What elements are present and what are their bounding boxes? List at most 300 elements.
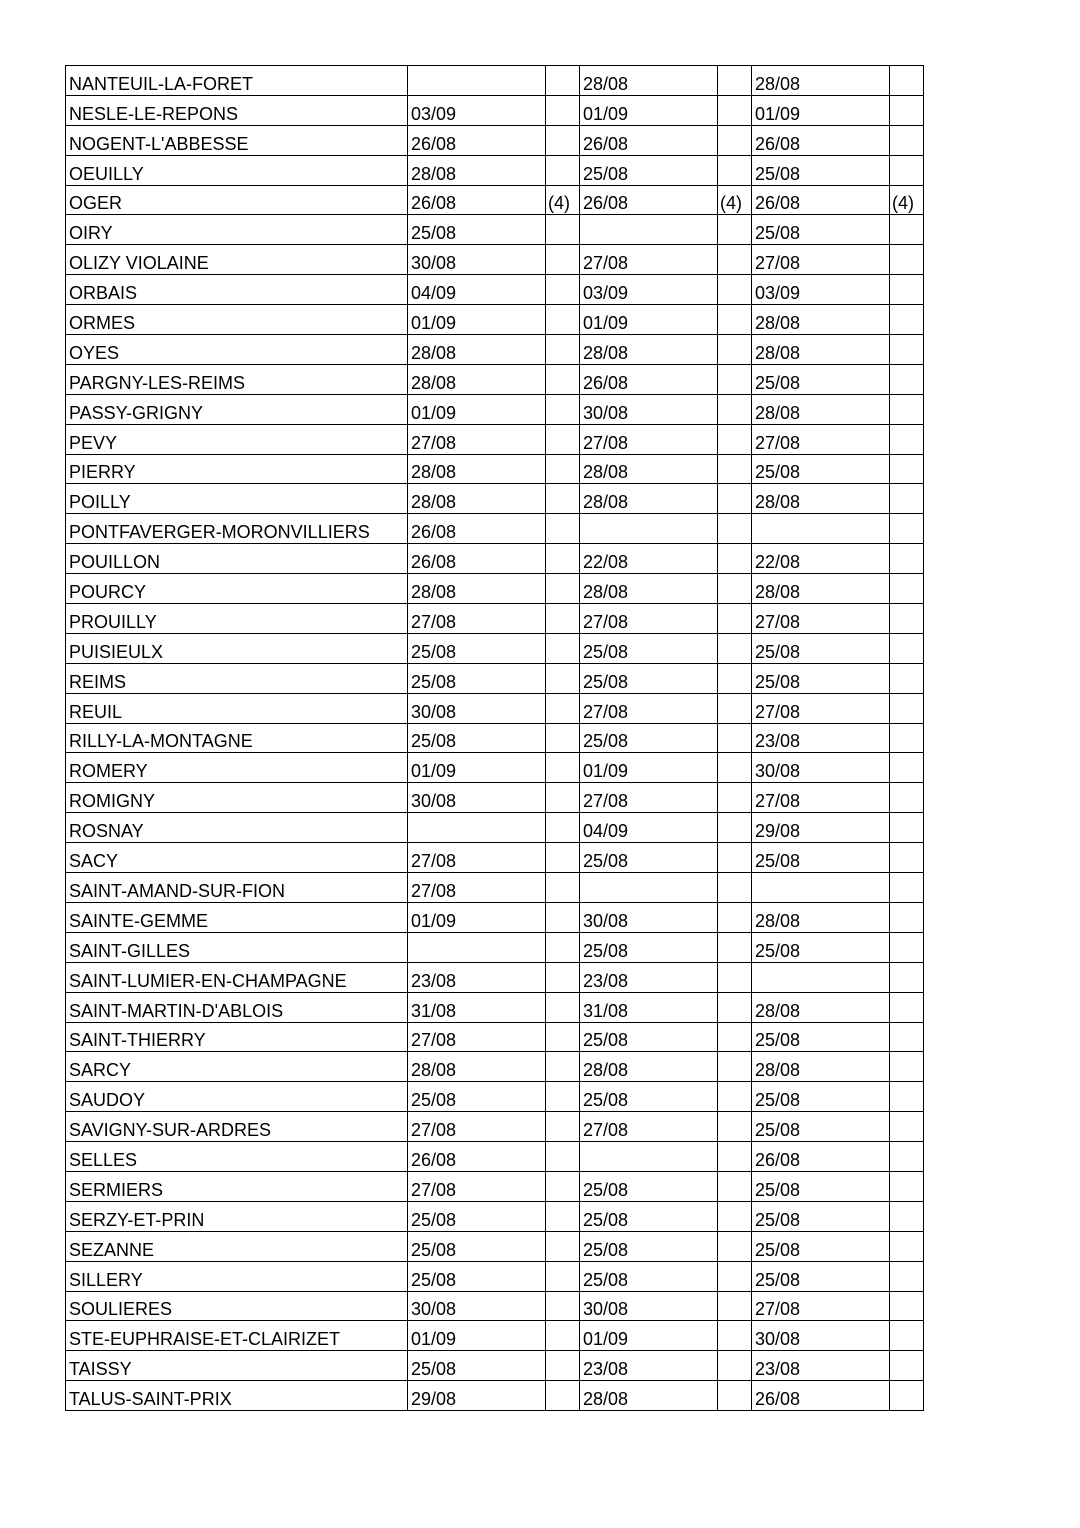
date-cell-col1: 01/09: [408, 305, 546, 335]
date-cell-col3: 23/08: [752, 1351, 890, 1381]
commune-name-cell: SAINT-AMAND-SUR-FION: [66, 873, 408, 903]
table-row: [66, 215, 924, 245]
note-cell-col3: [890, 604, 924, 634]
date-cell-col3: 23/08: [752, 723, 890, 753]
note-cell-col3: [890, 1321, 924, 1351]
note-cell-col3: [890, 514, 924, 544]
note-cell-col2: [718, 992, 752, 1022]
note-cell-col1: [546, 693, 580, 723]
table-row: [66, 873, 924, 903]
table-row: [66, 394, 924, 424]
table-row: [66, 1381, 924, 1411]
date-cell-col1: 30/08: [408, 693, 546, 723]
commune-name-cell: PUISIEULX: [66, 633, 408, 663]
note-cell-col1: [546, 574, 580, 604]
note-cell-col2: [718, 1231, 752, 1261]
commune-name-cell: NANTEUIL-LA-FORET: [66, 66, 408, 96]
note-cell-col2: [718, 514, 752, 544]
note-cell-col2: [718, 1261, 752, 1291]
table-row: [66, 962, 924, 992]
date-cell-col2: 25/08: [580, 155, 718, 185]
note-cell-col3: [890, 873, 924, 903]
date-cell-col1: 25/08: [408, 215, 546, 245]
note-cell-col3: [890, 1022, 924, 1052]
date-cell-col3: 01/09: [752, 95, 890, 125]
table-row: [66, 574, 924, 604]
date-cell-col2: 26/08: [580, 364, 718, 394]
commune-name-cell: OLIZY VIOLAINE: [66, 245, 408, 275]
note-cell-col3: [890, 335, 924, 365]
note-cell-col3: [890, 1082, 924, 1112]
date-cell-col3: 26/08: [752, 185, 890, 215]
date-cell-col2: 01/09: [580, 1321, 718, 1351]
date-cell-col2: 03/09: [580, 275, 718, 305]
table-row: [66, 335, 924, 365]
table-row: [66, 902, 924, 932]
note-cell-col1: [546, 873, 580, 903]
date-cell-col2: 23/08: [580, 1351, 718, 1381]
commune-name-cell: REUIL: [66, 693, 408, 723]
note-cell-col1: [546, 1201, 580, 1231]
table-row: [66, 424, 924, 454]
commune-name-cell: OIRY: [66, 215, 408, 245]
date-cell-col3: 25/08: [752, 1022, 890, 1052]
date-cell-col3: 28/08: [752, 992, 890, 1022]
note-cell-col1: [546, 1142, 580, 1172]
table-row: [66, 1201, 924, 1231]
note-cell-col2: [718, 1052, 752, 1082]
date-cell-col1: [408, 66, 546, 96]
date-cell-col1: 27/08: [408, 873, 546, 903]
note-cell-col3: [890, 394, 924, 424]
note-cell-col1: [546, 753, 580, 783]
note-cell-col1: [546, 424, 580, 454]
date-cell-col3: 25/08: [752, 454, 890, 484]
table-row: [66, 484, 924, 514]
note-cell-col3: [890, 1142, 924, 1172]
table-row: [66, 1261, 924, 1291]
note-cell-col1: [546, 1261, 580, 1291]
note-cell-col2: [718, 335, 752, 365]
table-row: [66, 544, 924, 574]
note-cell-col2: [718, 1291, 752, 1321]
note-cell-col2: [718, 753, 752, 783]
commune-name-cell: SERZY-ET-PRIN: [66, 1201, 408, 1231]
commune-name-cell: SERMIERS: [66, 1171, 408, 1201]
note-cell-col3: [890, 95, 924, 125]
date-cell-col1: 28/08: [408, 574, 546, 604]
date-cell-col1: 27/08: [408, 604, 546, 634]
note-cell-col3: [890, 215, 924, 245]
note-cell-col3: (4): [890, 185, 924, 215]
date-cell-col2: 30/08: [580, 902, 718, 932]
commune-name-cell: SEZANNE: [66, 1231, 408, 1261]
date-cell-col3: 28/08: [752, 1052, 890, 1082]
note-cell-col2: [718, 1171, 752, 1201]
commune-name-cell: SELLES: [66, 1142, 408, 1172]
date-cell-col1: 01/09: [408, 1321, 546, 1351]
commune-name-cell: POILLY: [66, 484, 408, 514]
commune-name-cell: SAVIGNY-SUR-ARDRES: [66, 1112, 408, 1142]
note-cell-col2: [718, 155, 752, 185]
date-cell-col1: 28/08: [408, 454, 546, 484]
note-cell-col1: [546, 66, 580, 96]
table-row: [66, 813, 924, 843]
date-cell-col1: [408, 932, 546, 962]
date-cell-col1: 04/09: [408, 275, 546, 305]
date-cell-col3: 25/08: [752, 364, 890, 394]
commune-name-cell: PARGNY-LES-REIMS: [66, 364, 408, 394]
note-cell-col3: [890, 1381, 924, 1411]
note-cell-col3: [890, 364, 924, 394]
table-row: [66, 1142, 924, 1172]
date-cell-col1: 28/08: [408, 364, 546, 394]
date-cell-col3: 27/08: [752, 1291, 890, 1321]
date-cell-col1: 26/08: [408, 185, 546, 215]
note-cell-col2: [718, 783, 752, 813]
note-cell-col2: [718, 424, 752, 454]
note-cell-col2: [718, 1022, 752, 1052]
commune-name-cell: POUILLON: [66, 544, 408, 574]
note-cell-col1: [546, 394, 580, 424]
table-row: [66, 693, 924, 723]
note-cell-col3: [890, 1112, 924, 1142]
date-cell-col3: 26/08: [752, 1142, 890, 1172]
date-cell-col1: 01/09: [408, 753, 546, 783]
date-cell-col2: 25/08: [580, 1082, 718, 1112]
note-cell-col3: [890, 723, 924, 753]
note-cell-col3: [890, 125, 924, 155]
date-cell-col1: 28/08: [408, 1052, 546, 1082]
date-cell-col2: [580, 514, 718, 544]
table-row: [66, 125, 924, 155]
note-cell-col3: [890, 843, 924, 873]
note-cell-col3: [890, 66, 924, 96]
commune-name-cell: POURCY: [66, 574, 408, 604]
date-cell-col3: 25/08: [752, 932, 890, 962]
date-cell-col1: 28/08: [408, 155, 546, 185]
table-row: [66, 753, 924, 783]
date-cell-col2: 28/08: [580, 484, 718, 514]
note-cell-col3: [890, 902, 924, 932]
table-row: [66, 1231, 924, 1261]
note-cell-col3: [890, 155, 924, 185]
date-cell-col1: 28/08: [408, 484, 546, 514]
date-cell-col3: 22/08: [752, 544, 890, 574]
commune-name-cell: ORMES: [66, 305, 408, 335]
date-cell-col2: 01/09: [580, 305, 718, 335]
note-cell-col3: [890, 305, 924, 335]
note-cell-col1: [546, 663, 580, 693]
date-cell-col1: [408, 813, 546, 843]
table-row: [66, 1291, 924, 1321]
date-cell-col2: 25/08: [580, 1201, 718, 1231]
date-cell-col1: 25/08: [408, 663, 546, 693]
note-cell-col1: [546, 335, 580, 365]
note-cell-col3: [890, 245, 924, 275]
date-cell-col2: 25/08: [580, 932, 718, 962]
commune-name-cell: ROSNAY: [66, 813, 408, 843]
date-cell-col3: 29/08: [752, 813, 890, 843]
commune-name-cell: NOGENT-L'ABBESSE: [66, 125, 408, 155]
note-cell-col2: [718, 1381, 752, 1411]
note-cell-col2: [718, 1351, 752, 1381]
date-cell-col3: 25/08: [752, 1201, 890, 1231]
note-cell-col1: [546, 1321, 580, 1351]
date-cell-col3: 25/08: [752, 215, 890, 245]
note-cell-col1: [546, 544, 580, 574]
date-cell-col1: 01/09: [408, 902, 546, 932]
commune-name-cell: SAINTE-GEMME: [66, 902, 408, 932]
note-cell-col1: [546, 1082, 580, 1112]
date-cell-col1: 25/08: [408, 1201, 546, 1231]
commune-name-cell: SOULIERES: [66, 1291, 408, 1321]
date-cell-col3: 27/08: [752, 693, 890, 723]
table-row: [66, 604, 924, 634]
note-cell-col2: [718, 962, 752, 992]
date-cell-col2: 25/08: [580, 633, 718, 663]
note-cell-col1: [546, 633, 580, 663]
note-cell-col3: [890, 783, 924, 813]
table-row: [66, 1022, 924, 1052]
table-row: [66, 245, 924, 275]
note-cell-col3: [890, 932, 924, 962]
commune-name-cell: SAINT-MARTIN-D'ABLOIS: [66, 992, 408, 1022]
date-cell-col2: 28/08: [580, 1052, 718, 1082]
commune-name-cell: TAISSY: [66, 1351, 408, 1381]
note-cell-col1: [546, 992, 580, 1022]
date-cell-col1: 27/08: [408, 1112, 546, 1142]
date-cell-col3: 25/08: [752, 843, 890, 873]
note-cell-col3: [890, 1261, 924, 1291]
note-cell-col2: [718, 693, 752, 723]
table-row: [66, 1082, 924, 1112]
date-cell-col3: [752, 962, 890, 992]
note-cell-col2: [718, 932, 752, 962]
note-cell-col1: [546, 305, 580, 335]
note-cell-col1: [546, 514, 580, 544]
date-cell-col2: 30/08: [580, 394, 718, 424]
date-cell-col1: 23/08: [408, 962, 546, 992]
note-cell-col2: [718, 66, 752, 96]
date-cell-col1: 25/08: [408, 723, 546, 753]
date-cell-col2: 28/08: [580, 454, 718, 484]
note-cell-col2: [718, 873, 752, 903]
date-cell-col2: 25/08: [580, 663, 718, 693]
note-cell-col3: [890, 1201, 924, 1231]
date-cell-col2: 23/08: [580, 962, 718, 992]
date-cell-col1: 26/08: [408, 514, 546, 544]
note-cell-col3: [890, 663, 924, 693]
date-cell-col3: 25/08: [752, 155, 890, 185]
date-cell-col2: 27/08: [580, 245, 718, 275]
note-cell-col2: [718, 574, 752, 604]
date-cell-col1: 30/08: [408, 1291, 546, 1321]
date-cell-col3: 25/08: [752, 1231, 890, 1261]
note-cell-col1: [546, 1022, 580, 1052]
note-cell-col2: [718, 902, 752, 932]
note-cell-col3: [890, 1231, 924, 1261]
date-cell-col2: 27/08: [580, 424, 718, 454]
date-cell-col3: 28/08: [752, 305, 890, 335]
note-cell-col1: [546, 155, 580, 185]
note-cell-col3: [890, 1052, 924, 1082]
note-cell-col3: [890, 484, 924, 514]
note-cell-col1: (4): [546, 185, 580, 215]
note-cell-col3: [890, 544, 924, 574]
date-cell-col3: 25/08: [752, 633, 890, 663]
note-cell-col1: [546, 813, 580, 843]
date-cell-col3: 28/08: [752, 484, 890, 514]
table-row: [66, 305, 924, 335]
note-cell-col1: [546, 125, 580, 155]
note-cell-col2: [718, 454, 752, 484]
date-cell-col3: 26/08: [752, 1381, 890, 1411]
note-cell-col2: [718, 663, 752, 693]
date-cell-col2: 27/08: [580, 604, 718, 634]
commune-name-cell: PONTFAVERGER-MORONVILLIERS: [66, 514, 408, 544]
note-cell-col3: [890, 424, 924, 454]
commune-name-cell: STE-EUPHRAISE-ET-CLAIRIZET: [66, 1321, 408, 1351]
commune-name-cell: TALUS-SAINT-PRIX: [66, 1381, 408, 1411]
date-cell-col3: 25/08: [752, 1261, 890, 1291]
commune-name-cell: OGER: [66, 185, 408, 215]
commune-name-cell: PEVY: [66, 424, 408, 454]
note-cell-col2: [718, 394, 752, 424]
date-cell-col2: 28/08: [580, 574, 718, 604]
note-cell-col1: [546, 1231, 580, 1261]
table-row: [66, 1171, 924, 1201]
date-cell-col2: 25/08: [580, 843, 718, 873]
date-cell-col2: 25/08: [580, 1261, 718, 1291]
note-cell-col1: [546, 723, 580, 753]
commune-name-cell: REIMS: [66, 663, 408, 693]
date-cell-col2: 25/08: [580, 1022, 718, 1052]
note-cell-col2: [718, 1201, 752, 1231]
note-cell-col1: [546, 95, 580, 125]
commune-name-cell: SAUDOY: [66, 1082, 408, 1112]
date-cell-col2: [580, 873, 718, 903]
date-cell-col3: 25/08: [752, 1082, 890, 1112]
date-cell-col2: 25/08: [580, 1231, 718, 1261]
note-cell-col3: [890, 633, 924, 663]
note-cell-col3: [890, 753, 924, 783]
date-cell-col2: 01/09: [580, 95, 718, 125]
date-cell-col2: 31/08: [580, 992, 718, 1022]
table-row: [66, 633, 924, 663]
note-cell-col1: [546, 902, 580, 932]
note-cell-col1: [546, 932, 580, 962]
date-cell-col1: 26/08: [408, 544, 546, 574]
note-cell-col2: [718, 544, 752, 574]
date-cell-col3: 28/08: [752, 574, 890, 604]
date-cell-col2: 30/08: [580, 1291, 718, 1321]
date-cell-col1: 25/08: [408, 1261, 546, 1291]
table-row: [66, 723, 924, 753]
date-cell-col1: 25/08: [408, 633, 546, 663]
date-cell-col2: [580, 215, 718, 245]
commune-dates-table: [65, 65, 924, 1411]
date-cell-col3: 27/08: [752, 424, 890, 454]
note-cell-col2: (4): [718, 185, 752, 215]
date-cell-col2: 25/08: [580, 1171, 718, 1201]
note-cell-col2: [718, 1082, 752, 1112]
note-cell-col1: [546, 1291, 580, 1321]
date-cell-col1: 27/08: [408, 843, 546, 873]
date-cell-col2: 27/08: [580, 783, 718, 813]
date-cell-col2: 01/09: [580, 753, 718, 783]
date-cell-col2: 22/08: [580, 544, 718, 574]
date-cell-col3: 26/08: [752, 125, 890, 155]
commune-name-cell: SARCY: [66, 1052, 408, 1082]
note-cell-col1: [546, 454, 580, 484]
commune-name-cell: OYES: [66, 335, 408, 365]
table-body: [66, 66, 924, 1411]
date-cell-col3: 25/08: [752, 1112, 890, 1142]
table-row: [66, 1112, 924, 1142]
note-cell-col2: [718, 1142, 752, 1172]
commune-name-cell: NESLE-LE-REPONS: [66, 95, 408, 125]
note-cell-col3: [890, 813, 924, 843]
date-cell-col2: [580, 1142, 718, 1172]
date-cell-col2: 27/08: [580, 1112, 718, 1142]
table-row: [66, 783, 924, 813]
table-row: [66, 185, 924, 215]
table-row: [66, 1351, 924, 1381]
date-cell-col1: 29/08: [408, 1381, 546, 1411]
commune-name-cell: SAINT-GILLES: [66, 932, 408, 962]
note-cell-col1: [546, 1351, 580, 1381]
note-cell-col3: [890, 275, 924, 305]
date-cell-col3: 28/08: [752, 394, 890, 424]
note-cell-col2: [718, 1112, 752, 1142]
date-cell-col1: 30/08: [408, 245, 546, 275]
table-row: [66, 364, 924, 394]
date-cell-col1: 27/08: [408, 424, 546, 454]
commune-name-cell: ORBAIS: [66, 275, 408, 305]
note-cell-col1: [546, 245, 580, 275]
date-cell-col1: 25/08: [408, 1082, 546, 1112]
note-cell-col1: [546, 604, 580, 634]
date-cell-col3: 25/08: [752, 1171, 890, 1201]
note-cell-col1: [546, 783, 580, 813]
date-cell-col3: [752, 514, 890, 544]
date-cell-col2: 26/08: [580, 125, 718, 155]
note-cell-col1: [546, 275, 580, 305]
table-row: [66, 932, 924, 962]
note-cell-col1: [546, 364, 580, 394]
date-cell-col1: 27/08: [408, 1022, 546, 1052]
table-row: [66, 95, 924, 125]
commune-name-cell: SAINT-LUMIER-EN-CHAMPAGNE: [66, 962, 408, 992]
note-cell-col2: [718, 275, 752, 305]
commune-name-cell: SACY: [66, 843, 408, 873]
note-cell-col2: [718, 484, 752, 514]
date-cell-col3: 30/08: [752, 753, 890, 783]
table-row: [66, 1321, 924, 1351]
date-cell-col2: 27/08: [580, 693, 718, 723]
date-cell-col2: 04/09: [580, 813, 718, 843]
date-cell-col3: [752, 873, 890, 903]
note-cell-col2: [718, 813, 752, 843]
note-cell-col3: [890, 1171, 924, 1201]
table-row: [66, 843, 924, 873]
commune-name-cell: RILLY-LA-MONTAGNE: [66, 723, 408, 753]
table-row: [66, 66, 924, 96]
note-cell-col3: [890, 454, 924, 484]
note-cell-col3: [890, 962, 924, 992]
note-cell-col1: [546, 215, 580, 245]
